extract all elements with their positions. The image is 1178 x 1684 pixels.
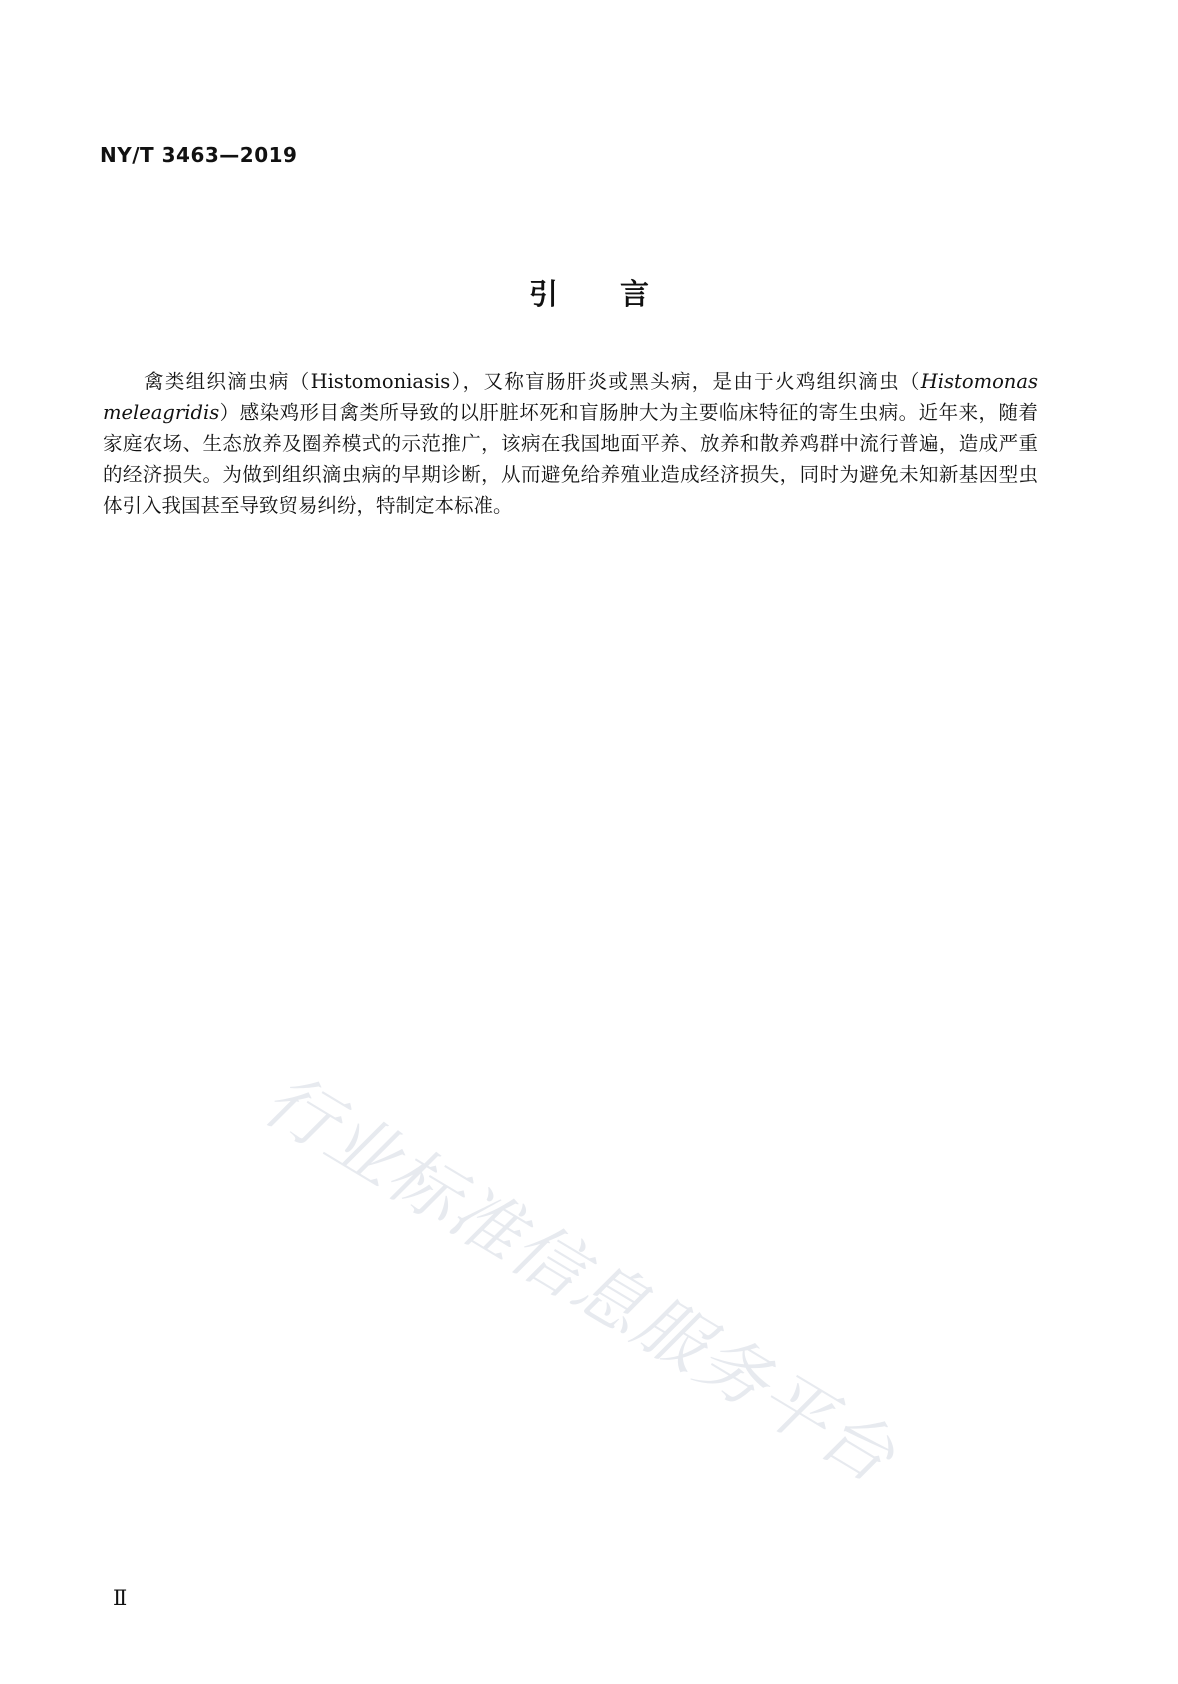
- species-name: Histomonas meleagridis: [103, 370, 1038, 424]
- paragraph-text: [103, 366, 1038, 521]
- standard-code: NY/T 3463—2019: [100, 143, 298, 167]
- page-number: Ⅱ: [113, 1586, 128, 1610]
- paragraph-part-1: 禽类组织滴虫病（Histomoniasis），又称盲肠肝炎或黑头病，是由于火鸡组织滴虫（: [144, 370, 921, 393]
- paragraph-part-2: ）感染鸡形目禽类所导致的以肝脏坏死和盲肠肿大为主要临床特征的寄生虫病。近年来，随着家庭农场、生态放养及圈养模式的示范推广，该病在我国地面平养、放养和散养鸡群中流行普遍，造成严重的经济损失。为做到组织滴虫病的早期诊断，从而避免给养殖业造成经济损失，同时为避免未知新基因型虫体引入我国甚至导致贸易纠纷，特制定本标准。: [103, 401, 1038, 517]
- watermark: 行业标准信息服务平台: [250, 1057, 910, 1499]
- introduction-paragraph: [103, 366, 1038, 521]
- page-title: 引言: [528, 277, 711, 311]
